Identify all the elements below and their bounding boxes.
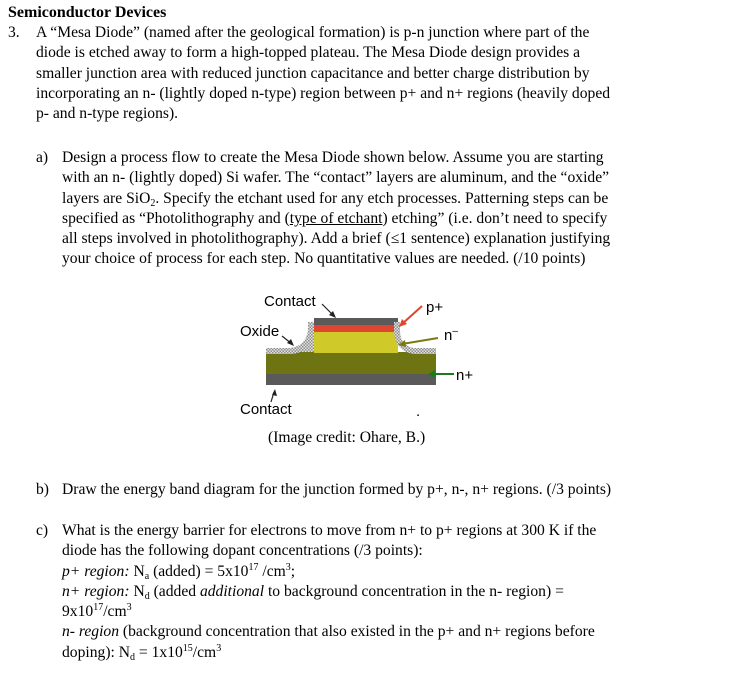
n-plus-layer <box>266 352 436 374</box>
mesa-diode-figure <box>230 286 480 426</box>
n-minus-layer <box>314 331 398 353</box>
part-a-label: a) <box>36 149 49 166</box>
n-plus-label: n+ <box>456 367 474 384</box>
intro-line: incorporating an n- (lightly doped n-type) region between p+ and n+ regions (heavily doped <box>36 84 611 102</box>
right-oxide <box>394 322 436 354</box>
stray-dot: . <box>416 403 421 420</box>
n-minus-concentration: n- region (background concentration that also existed in the p+ and n+ regions before <box>62 623 595 641</box>
oxide-label: Oxide <box>240 323 280 340</box>
part-c-line: What is the energy barrier for electrons to move from n+ to p+ regions at 300 K if the <box>62 522 597 539</box>
part-c-label: c) <box>36 522 49 539</box>
intro-line: diode is etched away to form a high-topped plateau. The Mesa Diode design provides a <box>36 44 581 62</box>
part-c-line: diode has the following dopant concentrations (/3 points): <box>62 542 423 560</box>
intro-line: A “Mesa Diode” (named after the geological formation) is p-n junction where part of the <box>36 24 590 41</box>
part-a-line: layers are SiO$_2$. Specify the etchant used for any etch processes. Patterning steps can be <box>62 189 609 209</box>
n-minus-label: n– <box>444 326 458 344</box>
part-b-label: b) <box>36 481 49 498</box>
part-a-line: your choice of process for each step. No quantitative values are needed. (/10 points) <box>62 250 586 268</box>
image-credit: (Image credit: Ohare, B.) <box>268 429 426 446</box>
n-minus-value: doping): $N_d = 1x10^{15}/cm^3$ <box>62 642 222 663</box>
intro-line: smaller junction area with reduced junction capacitance and better charge distribution by <box>36 64 590 82</box>
p-plus-label: p+ <box>426 299 444 316</box>
question-intro <box>36 23 716 124</box>
contact-top-label: Contact <box>264 293 316 310</box>
n-plus-concentration: n+ region: $N_d$ (added additional to background concentration in the n- region) = <box>62 582 564 602</box>
bottom-contact-layer <box>266 373 436 385</box>
section-title: Semiconductor Devices <box>8 4 167 21</box>
part-b-line: Draw the energy band diagram for the junction formed by p+, n-, n+ regions. (/3 points) <box>62 481 612 498</box>
top-contact-layer <box>314 318 398 325</box>
part-b-text <box>62 480 722 500</box>
part-c-text <box>62 521 722 663</box>
intro-line: p- and n-type regions). <box>36 105 179 123</box>
n-plus-value: $9x10^{17}/cm^3$ <box>62 602 132 621</box>
contact-bottom-label: Contact <box>240 401 292 418</box>
part-a-line: all steps involved in photolithography). Add a brief (≤1 sentence) explanation justifying <box>62 230 611 248</box>
part-a-line: specified as “Photolithography and (type of etchant) etching” (i.e. don’t need to specify <box>62 209 608 227</box>
question-number: 3. <box>8 24 20 41</box>
part-a-line: Design a process flow to create the Mesa Diode shown below. Assume you are starting <box>62 149 604 166</box>
p-plus-concentration: p+ region: $N_a$ (added) = $5x10^{17}$ $/cm^3$; <box>62 561 296 582</box>
p-plus-layer <box>314 324 398 332</box>
part-a-text <box>62 148 722 270</box>
part-a-line: with an n- (lightly doped) Si wafer. The “contact” layers are aluminum, and the “oxide” <box>62 169 610 187</box>
etchant-underline: type of etchant <box>289 209 383 227</box>
